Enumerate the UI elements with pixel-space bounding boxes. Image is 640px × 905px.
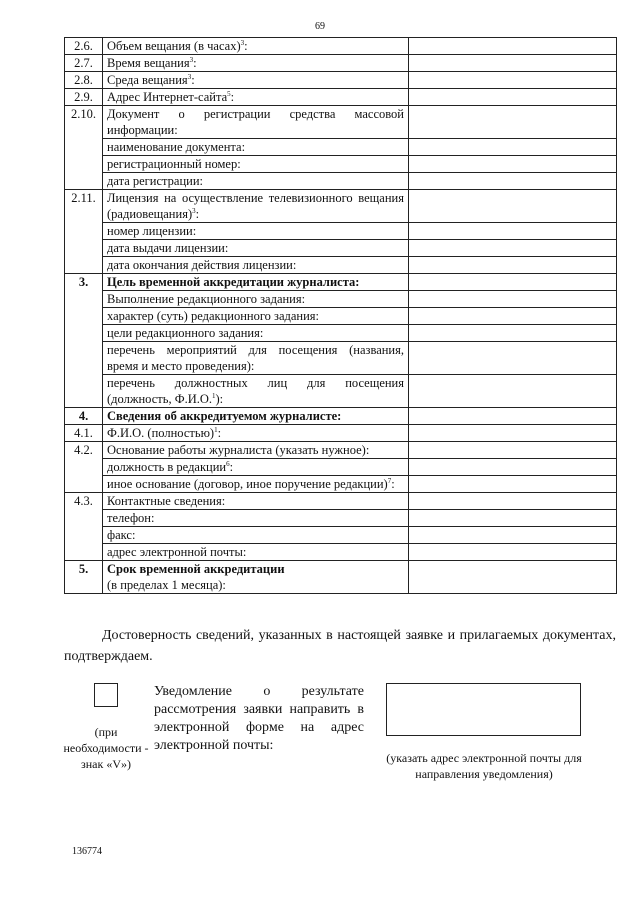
row-number: 2.8. xyxy=(65,72,103,89)
row-label: Среда вещания$^3$: xyxy=(103,72,409,89)
row-label: Объем вещания (в часах)$^3$: xyxy=(103,38,409,55)
row-label: дата регистрации: xyxy=(103,173,409,190)
value-field[interactable] xyxy=(409,510,617,527)
email-input-box[interactable] xyxy=(386,683,581,736)
form-row-2-7 xyxy=(65,55,617,72)
value-field[interactable] xyxy=(409,544,617,561)
row-label: должность в редакции$^6$: xyxy=(103,459,409,476)
row-label: перечень мероприятий для посещения (названия, время и место проведения): xyxy=(103,342,409,375)
email-caption: (указать адрес электронной почты для направления уведомления) xyxy=(386,751,582,781)
value-field[interactable] xyxy=(409,223,617,240)
form-row-4-3-phone xyxy=(65,510,617,527)
value-field[interactable] xyxy=(409,156,617,173)
form-row-3-task-goals xyxy=(65,325,617,342)
form-row-2-11-expiry-date xyxy=(65,257,617,274)
row-number: 5. xyxy=(65,561,103,594)
form-row-3 xyxy=(65,274,617,291)
value-field[interactable] xyxy=(409,106,617,139)
row-number: 2.9. xyxy=(65,89,103,106)
value-field[interactable] xyxy=(409,308,617,325)
form-row-2-10-reg-date xyxy=(65,173,617,190)
form-row-3-officials xyxy=(65,375,617,408)
value-field[interactable] xyxy=(409,89,617,106)
row-label: Выполнение редакционного задания: xyxy=(103,291,409,308)
checkbox-note: (при необходимости - знак «V») xyxy=(63,725,149,771)
value-field[interactable] xyxy=(409,291,617,308)
value-field[interactable] xyxy=(409,561,617,594)
form-row-2-10-doc-name xyxy=(65,139,617,156)
row-label: факс: xyxy=(103,527,409,544)
value-field[interactable] xyxy=(409,257,617,274)
value-field[interactable] xyxy=(409,72,617,89)
value-field[interactable] xyxy=(409,342,617,375)
form-row-4-3 xyxy=(65,493,617,510)
form-row-3-task xyxy=(65,291,617,308)
row-label: характер (суть) редакционного задания: xyxy=(103,308,409,325)
row-number: 2.7. xyxy=(65,55,103,72)
form-row-2-11-license-number xyxy=(65,223,617,240)
notification-text: Уведомление о результате рассмотрения заявки направить в электронной форме на адрес электронной почты: xyxy=(154,684,364,753)
row-number: 2.6. xyxy=(65,38,103,55)
form-row-3-task-nature xyxy=(65,308,617,325)
value-field[interactable] xyxy=(409,425,617,442)
row-number: 2.10. xyxy=(65,106,103,139)
value-field[interactable] xyxy=(409,325,617,342)
row-label: номер лицензии: xyxy=(103,223,409,240)
value-field[interactable] xyxy=(409,38,617,55)
row-number: 4.1. xyxy=(65,425,103,442)
value-field[interactable] xyxy=(409,476,617,493)
form-row-2-11-issue-date xyxy=(65,240,617,257)
row-number: 3. xyxy=(65,274,103,291)
form-row-2-6 xyxy=(65,38,617,55)
value-field[interactable] xyxy=(409,173,617,190)
value-field[interactable] xyxy=(409,375,617,408)
form-row-4-3-email xyxy=(65,544,617,561)
value-field[interactable] xyxy=(409,55,617,72)
form-row-2-10-reg-number xyxy=(65,156,617,173)
row-label: Ф.И.О. (полностью)$^1$: xyxy=(103,425,409,442)
row-label: Контактные сведения: xyxy=(103,493,409,510)
row-number: 4.3. xyxy=(65,493,103,510)
value-field[interactable] xyxy=(409,408,617,425)
row-label: адрес электронной почты: xyxy=(103,544,409,561)
value-field[interactable] xyxy=(409,139,617,156)
confirmation-statement: Достоверность сведений, указанных в настоящей заявке и прилагаемых документах, подтверждаем. xyxy=(64,628,616,664)
form-row-4-3-fax xyxy=(65,527,617,544)
row-label: телефон: xyxy=(103,510,409,527)
row-label: дата выдачи лицензии: xyxy=(103,240,409,257)
section-heading: Срок временной аккредитации (в пределах 1 месяца): xyxy=(103,561,409,594)
row-label: Основание работы журналиста (указать нужное): xyxy=(103,442,409,459)
row-number: 4. xyxy=(65,408,103,425)
section-heading: Цель временной аккредитации журналиста: xyxy=(103,274,409,291)
row-label: перечень должностных лиц для посещения (должность, Ф.И.О.$^1$): xyxy=(103,375,409,408)
row-label: Лицензия на осуществление телевизионного вещания (радиовещания)$^3$: xyxy=(103,190,409,223)
row-label: Время вещания$^3$: xyxy=(103,55,409,72)
value-field[interactable] xyxy=(409,527,617,544)
row-number: 4.2. xyxy=(65,442,103,459)
row-label: наименование документа: xyxy=(103,139,409,156)
form-row-4-1 xyxy=(65,425,617,442)
form-row-2-9 xyxy=(65,89,617,106)
row-label: Документ о регистрации средства массовой информации: xyxy=(103,106,409,139)
row-label: Адрес Интернет-сайта$^5$: xyxy=(103,89,409,106)
form-row-2-10 xyxy=(65,106,617,139)
value-field[interactable] xyxy=(409,442,617,459)
row-label: дата окончания действия лицензии: xyxy=(103,257,409,274)
form-row-4-2-other-basis xyxy=(65,476,617,493)
form-row-4-2 xyxy=(65,442,617,459)
page-number: 69 xyxy=(315,21,325,32)
value-field[interactable] xyxy=(409,274,617,291)
accreditation-form-table xyxy=(64,37,617,594)
row-label: иное основание (договор, иное поручение редакции)$^7$: xyxy=(103,476,409,493)
row-number: 2.11. xyxy=(65,190,103,223)
form-row-4 xyxy=(65,408,617,425)
notification-checkbox[interactable] xyxy=(94,683,118,707)
form-row-5 xyxy=(65,561,617,594)
form-row-4-2-position xyxy=(65,459,617,476)
value-field[interactable] xyxy=(409,240,617,257)
form-row-2-11 xyxy=(65,190,617,223)
form-row-2-8 xyxy=(65,72,617,89)
value-field[interactable] xyxy=(409,190,617,223)
form-row-3-events xyxy=(65,342,617,375)
value-field[interactable] xyxy=(409,459,617,476)
value-field[interactable] xyxy=(409,493,617,510)
row-label: регистрационный номер: xyxy=(103,156,409,173)
row-label: цели редакционного задания: xyxy=(103,325,409,342)
document-code: 136774 xyxy=(72,846,102,857)
section-heading: Сведения об аккредитуемом журналисте: xyxy=(103,408,409,425)
